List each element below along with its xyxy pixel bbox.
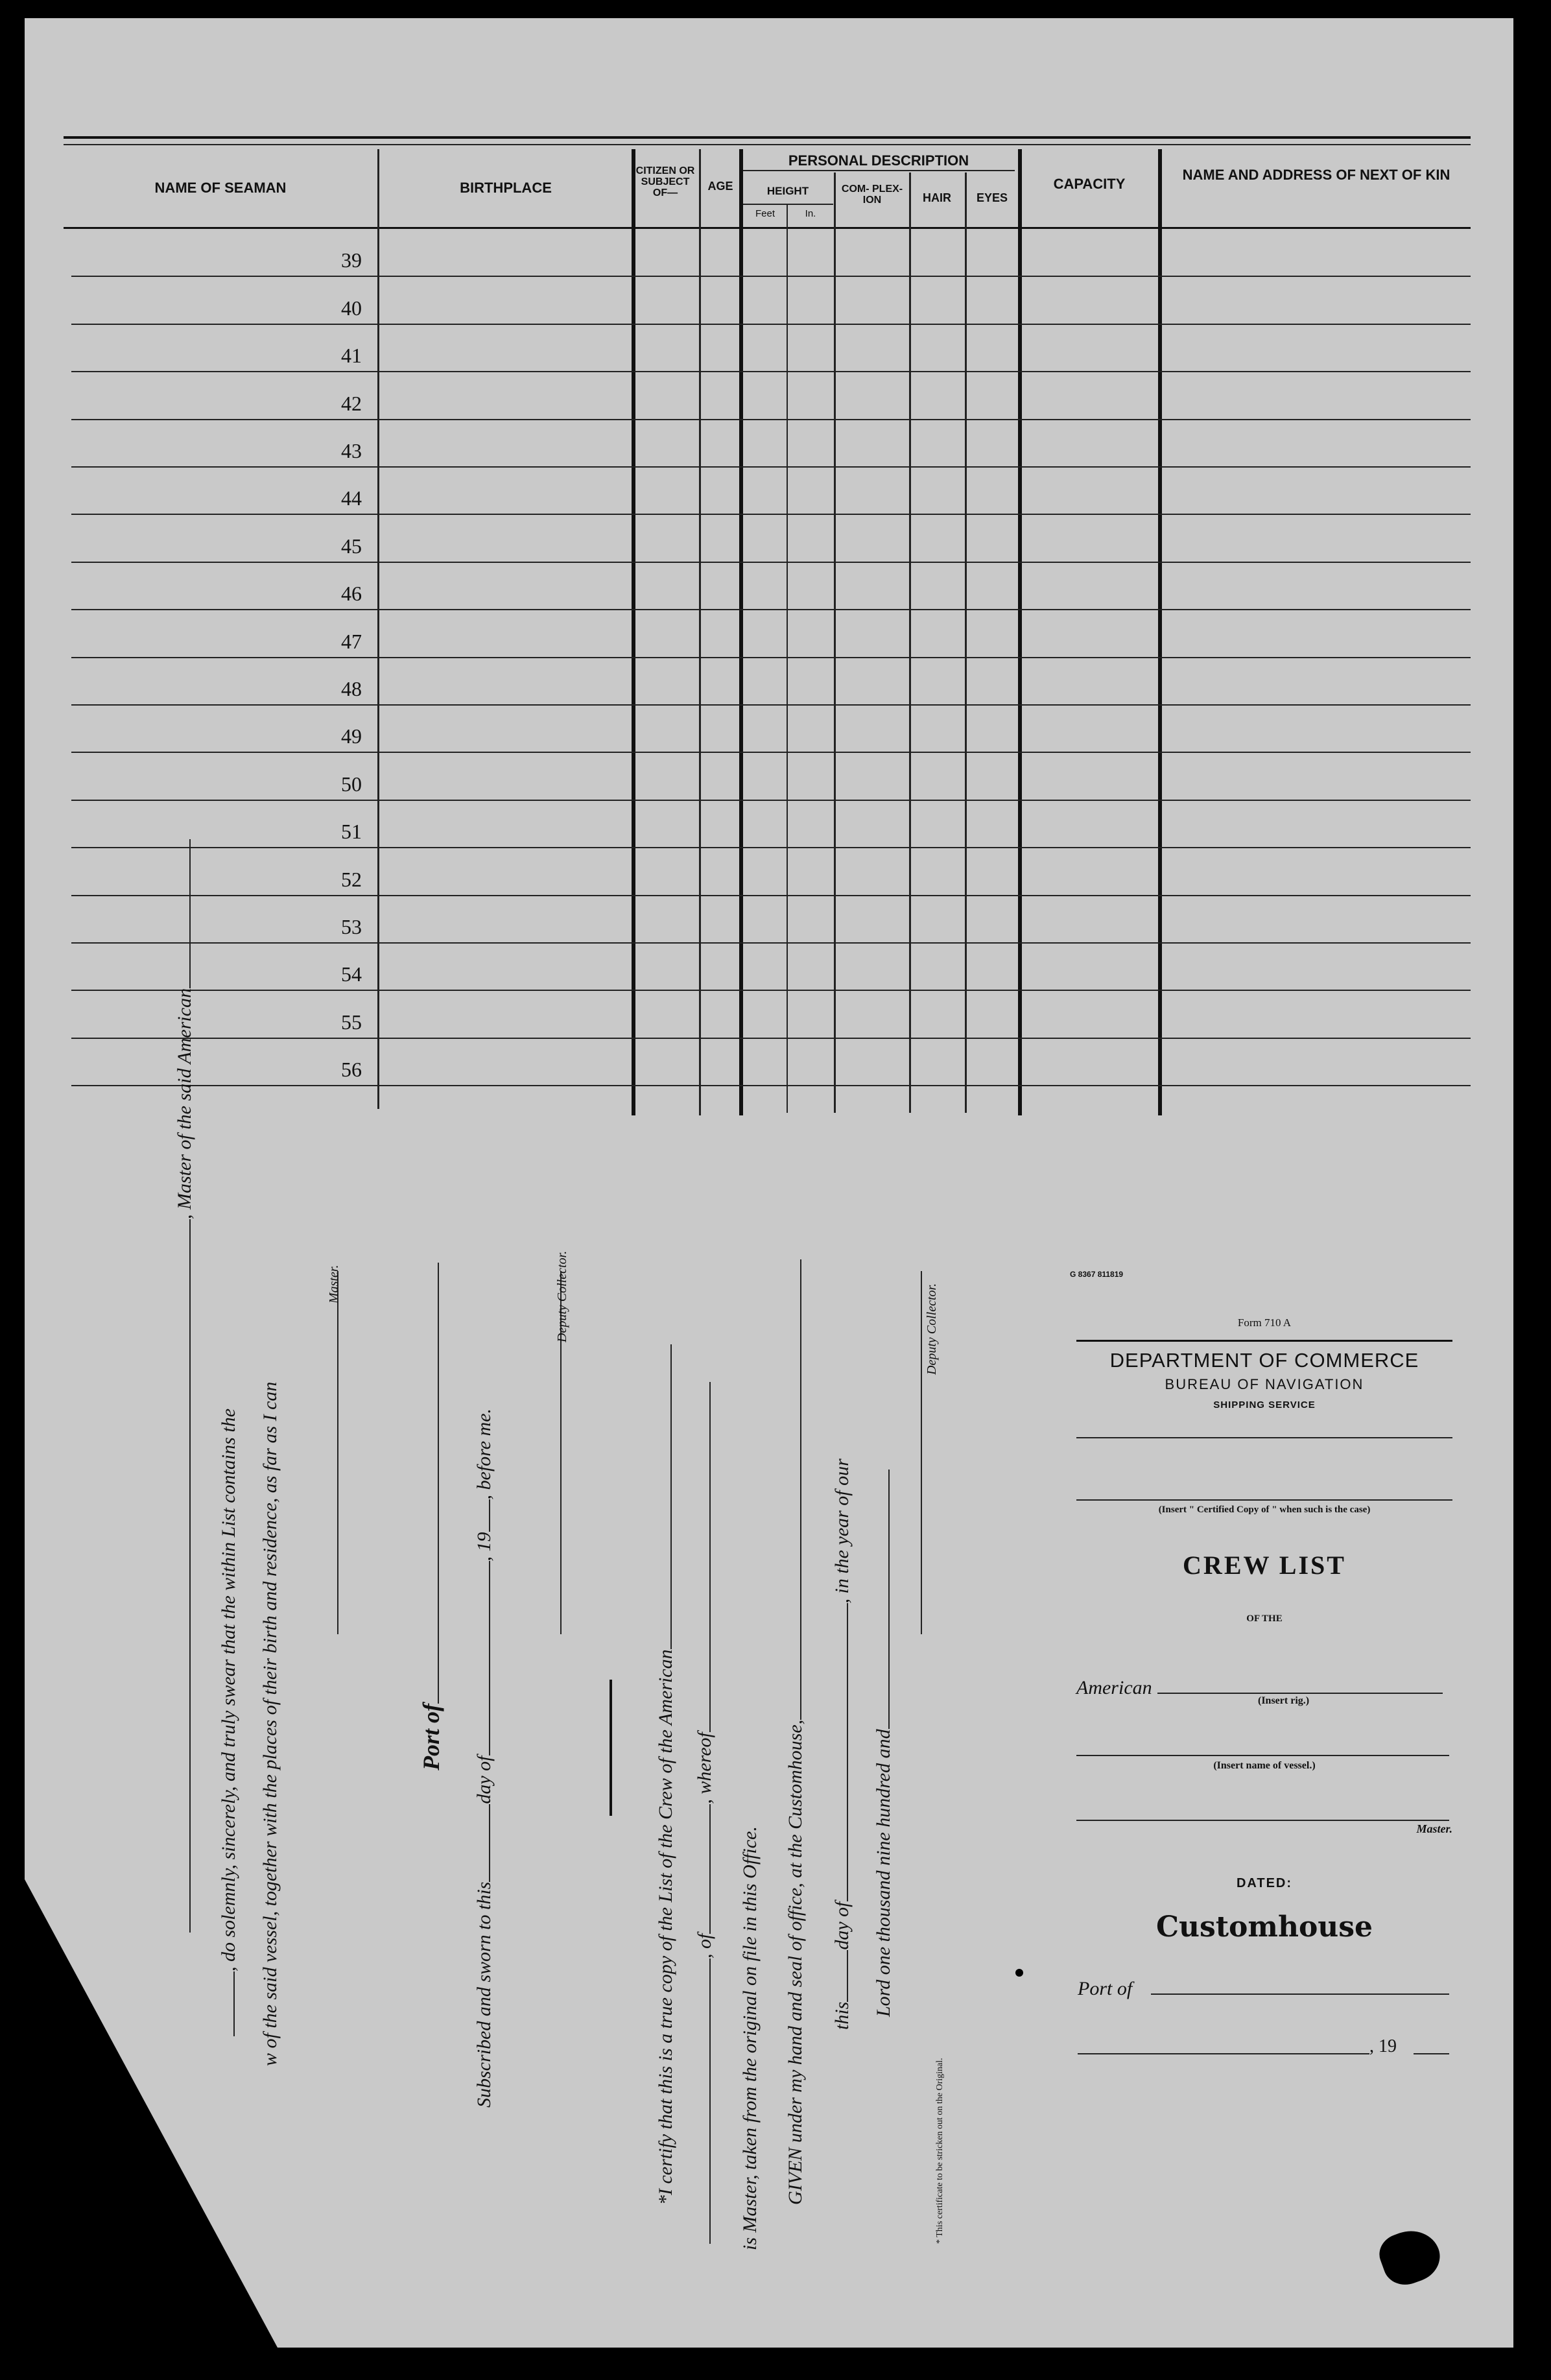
oath-subscribed-text: Subscribed and sworn to this [473, 1881, 495, 2108]
crew-list-title: CREW LIST [1183, 1551, 1346, 1580]
header-eyes: EYES [976, 191, 1008, 204]
service: SHIPPING SERVICE [1213, 1399, 1316, 1410]
vessel-line [1076, 1755, 1449, 1756]
cert-lord [873, 1470, 895, 2017]
cert-line1-text: *I certify that this is a true copy of the List of the Crew of the American [655, 1649, 676, 2205]
american-label: American [1076, 1677, 1152, 1698]
oath-line3-text: w of the said vessel, together with the places of their birth and residence, as far as I can [259, 1381, 281, 2066]
cert-this-text: this [831, 2001, 853, 2030]
cert-line3-text: GIVEN under my hand and seal of office, at the Customhouse, [785, 1719, 806, 2205]
cert-day-of: day of [831, 1901, 853, 1950]
row-number: 49 [341, 724, 362, 748]
master-line [1076, 1820, 1449, 1821]
header-capacity: CAPACITY [1053, 176, 1126, 192]
row-number: 51 [341, 820, 362, 843]
cert-line2: is Master, taken from the original on file in this Office. [739, 1826, 761, 2250]
oath-day-of: day of [473, 1755, 495, 1804]
oath-19: , 19 [473, 1532, 495, 1562]
cover-rule-mid [1076, 1437, 1452, 1438]
cover-date-line [1078, 2053, 1369, 2054]
row-number: 50 [341, 772, 362, 796]
table-row [71, 276, 1471, 277]
oath-before-me: , before me. [473, 1408, 495, 1500]
row-number: 45 [341, 534, 362, 558]
header-birthplace: BIRTHPLACE [460, 180, 552, 196]
certified-line [1076, 1499, 1452, 1501]
col-line [909, 173, 911, 1113]
customhouse: Customhouse [1155, 1910, 1373, 1944]
table-row [71, 1038, 1471, 1039]
oath-subscribed [473, 1409, 495, 2108]
oath-line2-text: , do solemnly, sincerely, and truly swear that the within List contains the [218, 1408, 239, 1971]
row-number: 56 [341, 1058, 362, 1081]
document-page [25, 18, 1513, 2348]
insert-certified: (Insert " Certified Copy of " when such is the case) [1158, 1505, 1371, 1515]
oath-line2 [218, 1409, 240, 2036]
header-bottom-rule [64, 227, 1471, 229]
table-row [71, 657, 1471, 658]
col-line [1018, 149, 1022, 1115]
form-number: Form 710 A [1237, 1316, 1292, 1329]
table-row [71, 371, 1471, 372]
height-rule [742, 204, 833, 205]
header-citizen: CITIZEN OR SUBJECT OF— [635, 165, 695, 198]
cert-of: , of [694, 1933, 715, 1958]
col-line [965, 173, 967, 1113]
row-number: 41 [341, 344, 362, 367]
row-number: 46 [341, 582, 362, 605]
cover-port-line [1151, 1993, 1449, 1995]
col-line [834, 173, 836, 1113]
table-row [71, 514, 1471, 515]
top-rule-2 [64, 144, 1471, 145]
row-number: 43 [341, 439, 362, 462]
oath-port [418, 1263, 445, 1770]
table-row [71, 800, 1471, 801]
row-number: 55 [341, 1010, 362, 1034]
oath-line1-text: , Master of the said American [174, 988, 195, 1219]
insert-rig: (Insert rig.) [1258, 1695, 1310, 1706]
col-line [739, 149, 743, 1115]
header-complexion: COM- PLEX- ION [841, 184, 903, 206]
oath-master-line [322, 1271, 342, 1634]
cert-lord-text: Lord one thousand nine hundred and [873, 1729, 894, 2017]
cert-line1 [655, 1344, 677, 2205]
table-row [71, 1085, 1471, 1086]
oath-line3 [259, 1382, 281, 2066]
col-line [632, 149, 635, 1115]
cert-this [831, 1458, 853, 2030]
header-personal: PERSONAL DESCRIPTION [788, 152, 969, 169]
table-row [71, 609, 1471, 610]
header-kin: NAME AND ADDRESS OF NEXT OF KIN [1182, 167, 1450, 183]
header-height: HEIGHT [766, 185, 809, 197]
header-feet: Feet [755, 208, 775, 219]
cover-19: , 19 [1369, 2036, 1397, 2056]
row-number: 54 [341, 962, 362, 986]
oath-port-label: Port of [418, 1704, 444, 1770]
col-line [699, 149, 701, 1115]
cover-19-line [1414, 2053, 1449, 2054]
bureau: BUREAU OF NAVIGATION [1165, 1376, 1364, 1392]
divider [610, 1680, 612, 1816]
row-number: 52 [341, 868, 362, 891]
oath-master: Master. [327, 1265, 341, 1303]
table-row [71, 419, 1471, 420]
col-line [787, 205, 788, 1113]
insert-vessel: (Insert name of vessel.) [1213, 1760, 1316, 1771]
table-row [71, 752, 1471, 753]
table-row [71, 704, 1471, 706]
print-code: G 8367 811819 [1070, 1270, 1124, 1279]
dated: DATED: [1236, 1876, 1293, 1890]
department: DEPARTMENT OF COMMERCE [1109, 1349, 1419, 1372]
row-number: 40 [341, 296, 362, 320]
row-number: 44 [341, 486, 362, 510]
header-name: NAME OF SEAMAN [154, 180, 287, 196]
of-the: OF THE [1246, 1613, 1283, 1624]
table-row [71, 942, 1471, 944]
row-number: 42 [341, 392, 362, 415]
table-row [71, 847, 1471, 848]
cert-line3 [785, 1259, 807, 2205]
table-row [71, 990, 1471, 991]
cert-line-of [694, 1382, 716, 2244]
row-number: 53 [341, 915, 362, 938]
header-age: AGE [707, 180, 733, 193]
cert-deputy: Deputy Collector. [925, 1283, 939, 1375]
header-hair: HAIR [923, 191, 951, 204]
ink-spot [1015, 1969, 1023, 1977]
cover-rule-top [1076, 1340, 1452, 1342]
table-row [71, 895, 1471, 896]
col-line [1158, 149, 1162, 1115]
row-number: 47 [341, 630, 362, 653]
top-rule [64, 136, 1471, 139]
row-number: 48 [341, 677, 362, 700]
table-row [71, 466, 1471, 468]
cert-year: , in the year of our [831, 1458, 853, 1604]
cover-master: Master. [1416, 1822, 1452, 1835]
american-line [1157, 1693, 1443, 1694]
personal-rule [742, 170, 1015, 171]
row-number: 39 [341, 248, 362, 272]
oath-deputy: Deputy Collector. [555, 1250, 569, 1342]
header-inches: In. [805, 208, 816, 219]
cover-port: Port of [1078, 1978, 1133, 1999]
col-line [377, 149, 379, 1109]
cert-whereof: , whereof [694, 1732, 715, 1804]
oath-line1 [174, 839, 196, 1933]
table-row [71, 562, 1471, 563]
cert-footnote: * This certificate to be stricken out on the Original. [935, 2058, 945, 2244]
table-row [71, 324, 1471, 325]
cert-deputy-line [905, 1271, 926, 1634]
